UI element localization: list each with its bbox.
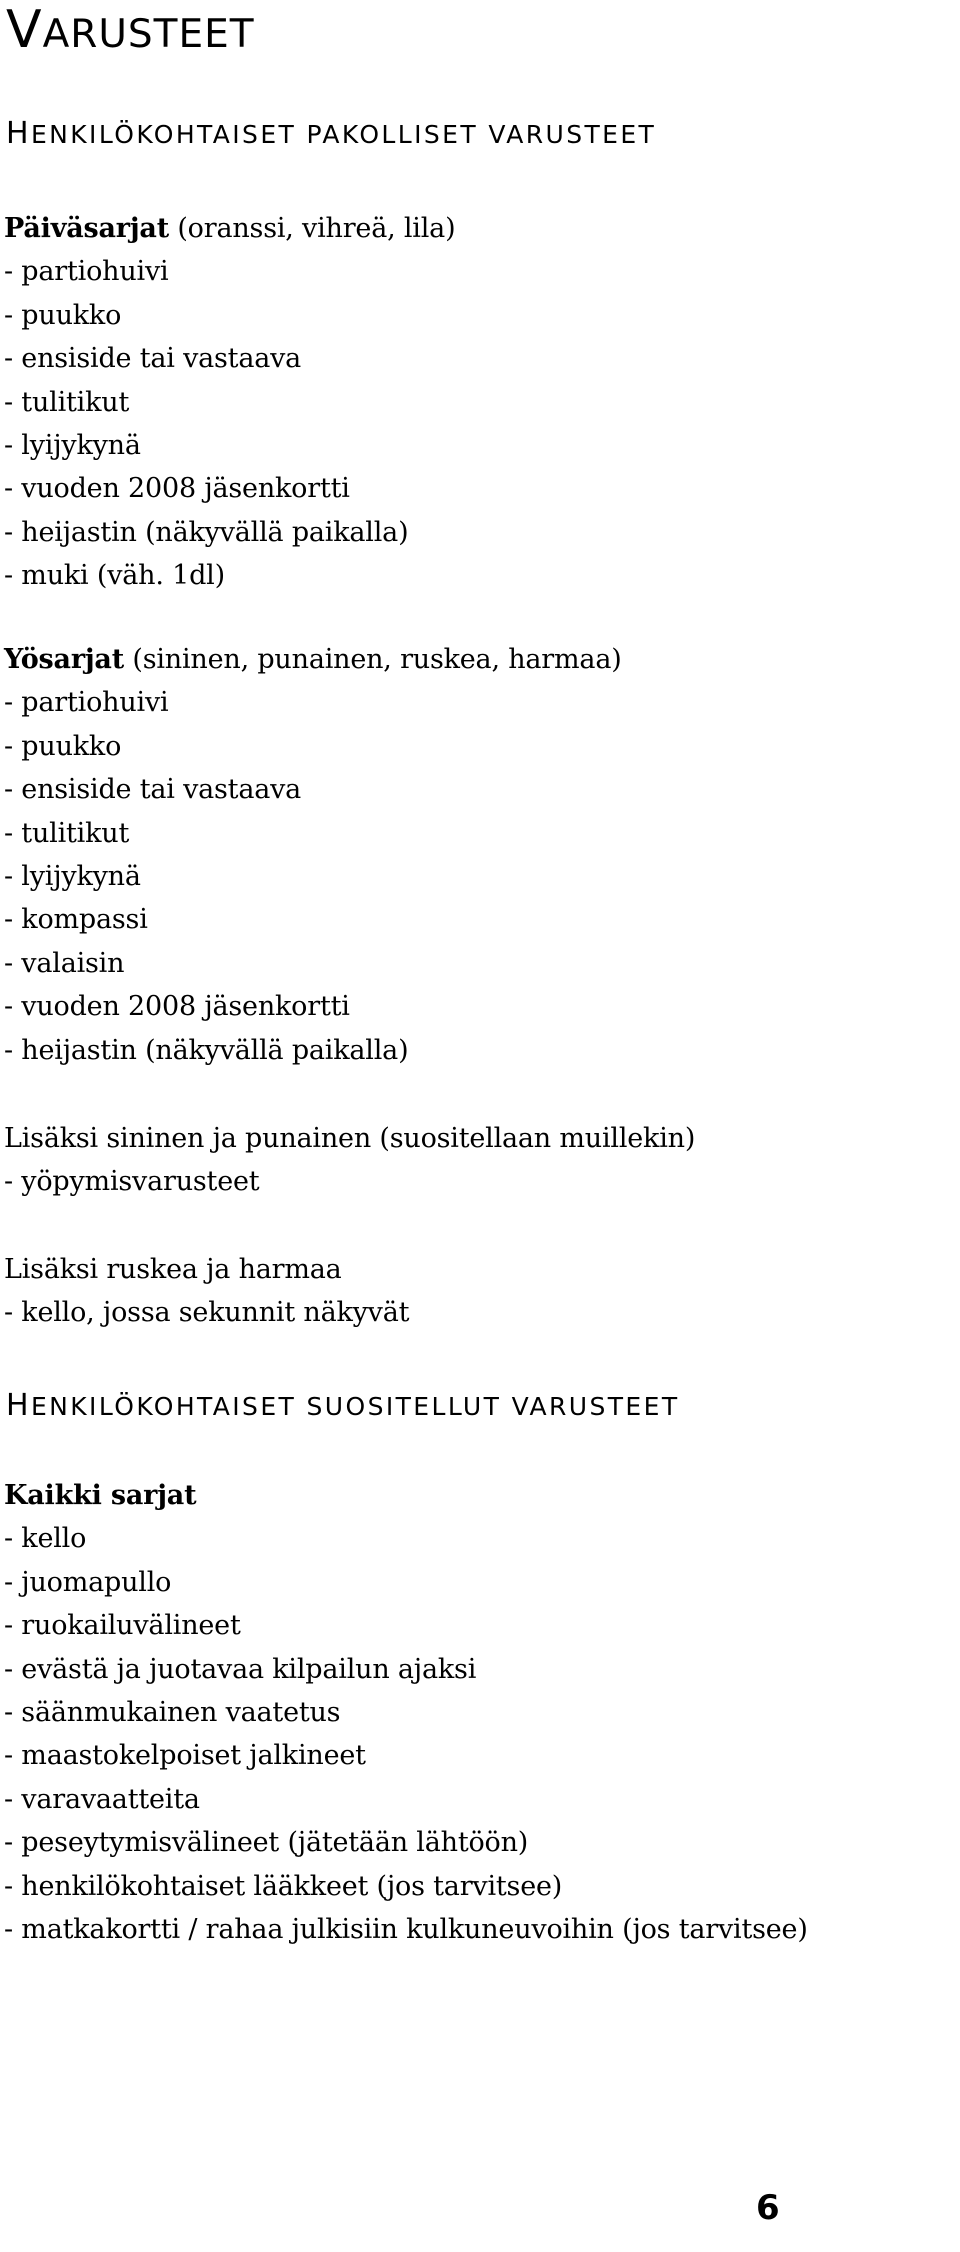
list-item: - matkakortti / rahaa julkisiin kulkuneuvoihin (jos tarvitsee) bbox=[4, 1913, 808, 1945]
extra-brown-grey-heading: Lisäksi ruskea ja harmaa bbox=[4, 1254, 342, 1285]
list-item: - kello, jossa sekunnit näkyvät bbox=[4, 1297, 410, 1329]
list-item: - puukko bbox=[4, 299, 122, 331]
day-series-note: (oranssi, vihreä, lila) bbox=[168, 213, 456, 244]
list-item: - puukko bbox=[4, 730, 122, 762]
all-series-block bbox=[4, 1474, 954, 1951]
page-number: 6 bbox=[756, 2188, 780, 2228]
list-item: - vuoden 2008 jäsenkortti bbox=[4, 991, 350, 1023]
list-item: - ensiside tai vastaava bbox=[4, 343, 302, 375]
list-item: - heijastin (näkyvällä paikalla) bbox=[4, 1034, 409, 1066]
list-item: - lyijykynä bbox=[4, 429, 141, 461]
list-item: - lyijykynä bbox=[4, 860, 141, 892]
list-item: - muki (väh. 1dl) bbox=[4, 560, 225, 592]
section-title-recommended bbox=[6, 1388, 680, 1423]
list-item: - partiohuivi bbox=[4, 687, 169, 719]
section-title-recommended-rest: ENKILÖKOHTAISET SUOSITELLUT VARUSTEET bbox=[30, 1392, 680, 1421]
list-item: - evästä ja juotavaa kilpailun ajaksi bbox=[4, 1653, 477, 1685]
night-series-name: Yösarjat bbox=[4, 644, 124, 675]
list-item: - heijastin (näkyvällä paikalla) bbox=[4, 516, 409, 548]
day-series-block bbox=[4, 207, 954, 598]
list-item: - henkilökohtaiset lääkkeet (jos tarvitsee) bbox=[4, 1870, 563, 1902]
section-title-mandatory-rest: ENKILÖKOHTAISET PAKOLLISET VARUSTEET bbox=[30, 120, 657, 149]
section-title-recommended-initial: H bbox=[6, 1388, 31, 1423]
list-item: - kello bbox=[4, 1523, 87, 1555]
day-series-name: Päiväsarjat bbox=[4, 213, 169, 244]
extra-blue-red-block bbox=[4, 1117, 954, 1204]
list-item: - yöpymisvarusteet bbox=[4, 1166, 260, 1198]
day-series-heading bbox=[4, 207, 954, 250]
list-item: - tulitikut bbox=[4, 386, 130, 418]
list-item: - maastokelpoiset jalkineet bbox=[4, 1740, 366, 1772]
night-series-block bbox=[4, 638, 954, 1072]
list-item: - peseytymisvälineet (jätetään lähtöön) bbox=[4, 1827, 529, 1859]
list-item: - ensiside tai vastaava bbox=[4, 774, 302, 806]
section-title-mandatory-initial: H bbox=[6, 116, 31, 151]
section-title-mandatory bbox=[6, 116, 656, 151]
list-item: - kompassi bbox=[4, 904, 148, 936]
page-title-initial: V bbox=[6, 0, 43, 60]
list-item: - tulitikut bbox=[4, 817, 130, 849]
all-series-heading: Kaikki sarjat bbox=[4, 1480, 197, 1511]
page-title bbox=[6, 2, 255, 63]
list-item: - partiohuivi bbox=[4, 256, 169, 288]
list-item: - juomapullo bbox=[4, 1566, 172, 1598]
list-item: - varavaatteita bbox=[4, 1783, 200, 1815]
list-item: - säänmukainen vaatetus bbox=[4, 1696, 341, 1728]
page-title-rest: ARUSTEET bbox=[42, 12, 255, 57]
extra-brown-grey-block bbox=[4, 1248, 954, 1335]
extra-blue-red-heading: Lisäksi sininen ja punainen (suositellaan muillekin) bbox=[4, 1123, 696, 1154]
night-series-note: (sininen, punainen, ruskea, harmaa) bbox=[124, 644, 622, 675]
list-item: - ruokailuvälineet bbox=[4, 1610, 241, 1642]
list-item: - valaisin bbox=[4, 947, 125, 979]
list-item: - vuoden 2008 jäsenkortti bbox=[4, 473, 350, 505]
night-series-heading bbox=[4, 638, 954, 681]
